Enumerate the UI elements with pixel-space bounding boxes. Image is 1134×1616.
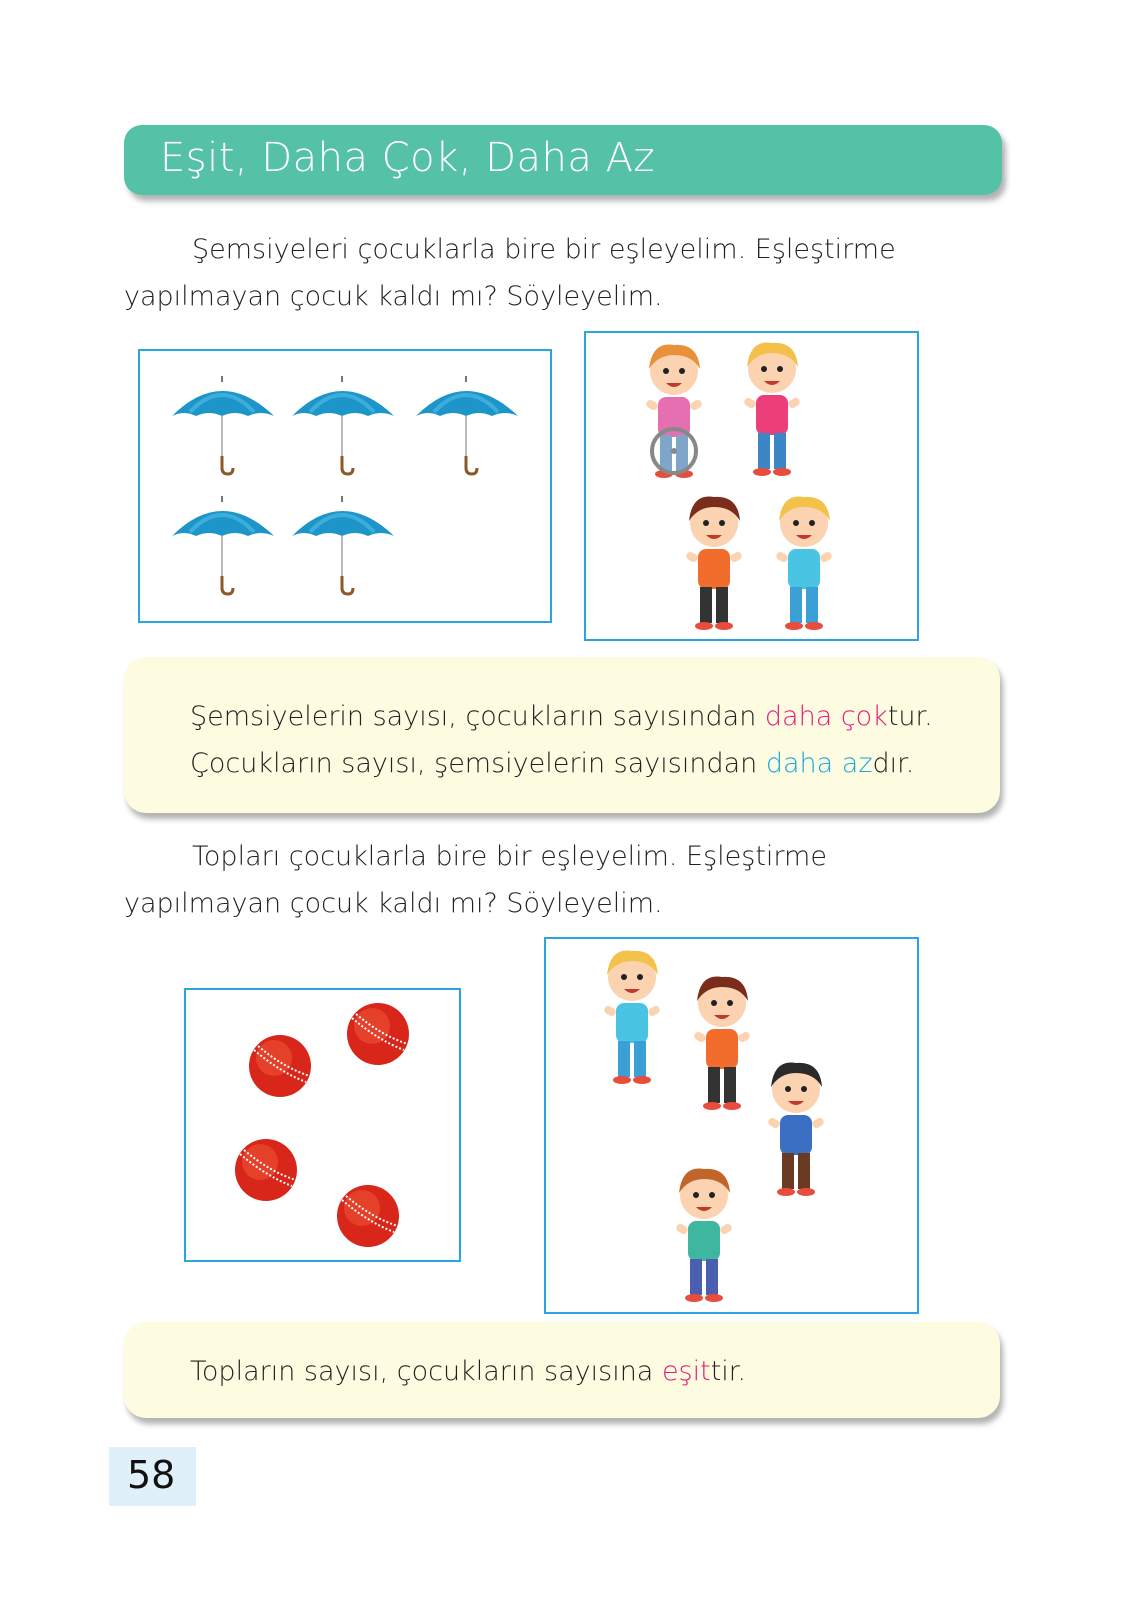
boy-image: [664, 1165, 744, 1309]
umbrella-box: [138, 349, 552, 623]
umbrella-image: [290, 376, 396, 480]
conclusion-1-line-1: Şemsiyelerin sayısı, çocukların sayısından daha çoktur.: [190, 701, 933, 732]
boy-image: [764, 493, 844, 637]
child-in-wheelchair-image: [634, 341, 714, 485]
umbrella-image: [170, 496, 276, 600]
instruction-1-line-2: yapılmayan çocuk kaldı mı? Söyleyelim.: [124, 281, 663, 312]
boy-image: [682, 973, 762, 1117]
title-banner: [124, 125, 1002, 195]
instruction-1-line-1: Şemsiyeleri çocuklarla bire bir eşleyelim. Eşleştirme: [192, 234, 896, 265]
conclusion-2-line: Topların sayısı, çocukların sayısına eşittir.: [190, 1356, 747, 1387]
page-number: 58: [127, 1453, 176, 1497]
umbrella-image: [290, 496, 396, 600]
umbrella-image: [170, 376, 276, 480]
ball-image: [248, 1034, 312, 1102]
conclusion-box-2: [124, 1322, 1000, 1418]
balls-box: [184, 988, 461, 1262]
conclusion-1-line-2: Çocukların sayısı, şemsiyelerin sayısından daha azdır.: [190, 748, 915, 779]
conclusion-box-1: [124, 657, 1000, 813]
girl-image: [732, 339, 812, 483]
instruction-1: [124, 226, 896, 320]
children-box-1: [584, 331, 919, 641]
umbrella-image: [414, 376, 520, 480]
boy-image: [592, 947, 672, 1091]
ball-image: [336, 1184, 400, 1252]
girl-image: [756, 1059, 836, 1213]
ball-image: [234, 1138, 298, 1206]
page-number-box: [109, 1447, 196, 1506]
instruction-2: [124, 833, 827, 927]
instruction-2-line-2: yapılmayan çocuk kaldı mı? Söyleyelim.: [124, 888, 663, 919]
boy-image: [674, 493, 754, 637]
ball-image: [346, 1002, 410, 1070]
instruction-2-line-1: Topları çocuklarla bire bir eşleyelim. Eşleştirme: [192, 841, 827, 872]
children-box-2: [544, 937, 919, 1314]
page-title: Eşit, Daha Çok, Daha Az: [160, 135, 655, 181]
